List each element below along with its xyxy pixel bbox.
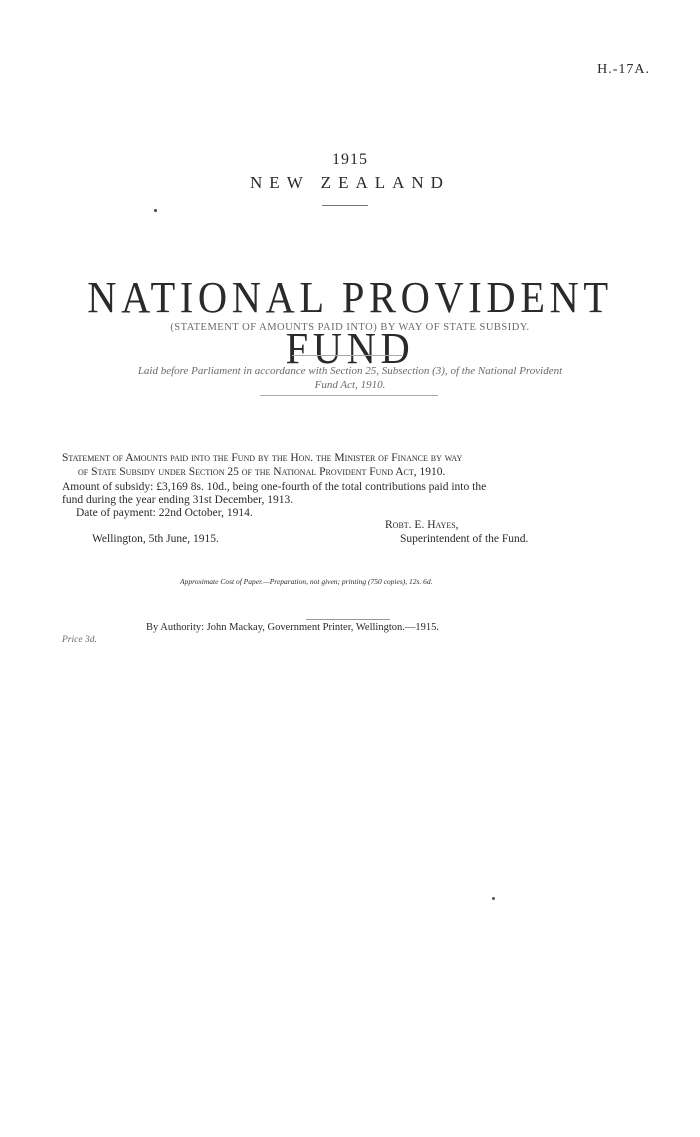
date-of-payment: Date of payment: 22nd October, 1914. — [76, 507, 253, 519]
authority-line: By Authority: John Mackay, Government Printer, Wellington.—1915. — [146, 622, 439, 633]
statement-heading-line2: of State Subsidy under Section 25 of the National Provident Fund Act, 1910. — [78, 466, 446, 478]
amount-line2: fund during the year ending 31st December, 1913. — [62, 494, 294, 506]
approx-cost — [180, 577, 600, 586]
statement-heading-line1: Statement of Amounts paid into the Fund by the Hon. the Minister of Finance by way — [62, 452, 463, 464]
signatory-title: Superintendent of the Fund. — [400, 533, 529, 545]
signatory-name: Robt. E. Hayes, — [385, 519, 459, 531]
rule-below-laid — [260, 395, 438, 396]
price: Price 3d. — [62, 635, 97, 645]
speck-mark-bottom — [492, 897, 495, 900]
speck-mark — [154, 209, 157, 212]
laid-before-line1: Laid before Parliament in accordance with Section 25, Subsection (3), of the National Provident — [137, 365, 563, 377]
country: NEW ZEALAND — [250, 173, 450, 192]
year: 1915 — [332, 151, 368, 168]
amount-line1: Amount of subsidy: £3,169 8s. 10d., being one-fourth of the total contributions paid into the — [62, 481, 487, 493]
rule-above-laid — [292, 355, 402, 356]
document-subtitle: (STATEMENT OF AMOUNTS PAID INTO) BY WAY OF STATE SUBSIDY. — [170, 322, 530, 333]
place-date: Wellington, 5th June, 1915. — [92, 533, 219, 545]
approx-cost-text: Approximate Cost of Paper.—Preparation, not given; printing (750 copies), 12s. 6d. — [180, 577, 433, 586]
rule-above-authority — [306, 619, 390, 620]
document-title: NATIONAL PROVIDENT FUND — [87, 273, 613, 373]
laid-before-line2: Fund Act, 1910. — [314, 379, 386, 391]
paper-number: H.-17A. — [597, 62, 650, 77]
short-rule-top — [322, 205, 368, 206]
